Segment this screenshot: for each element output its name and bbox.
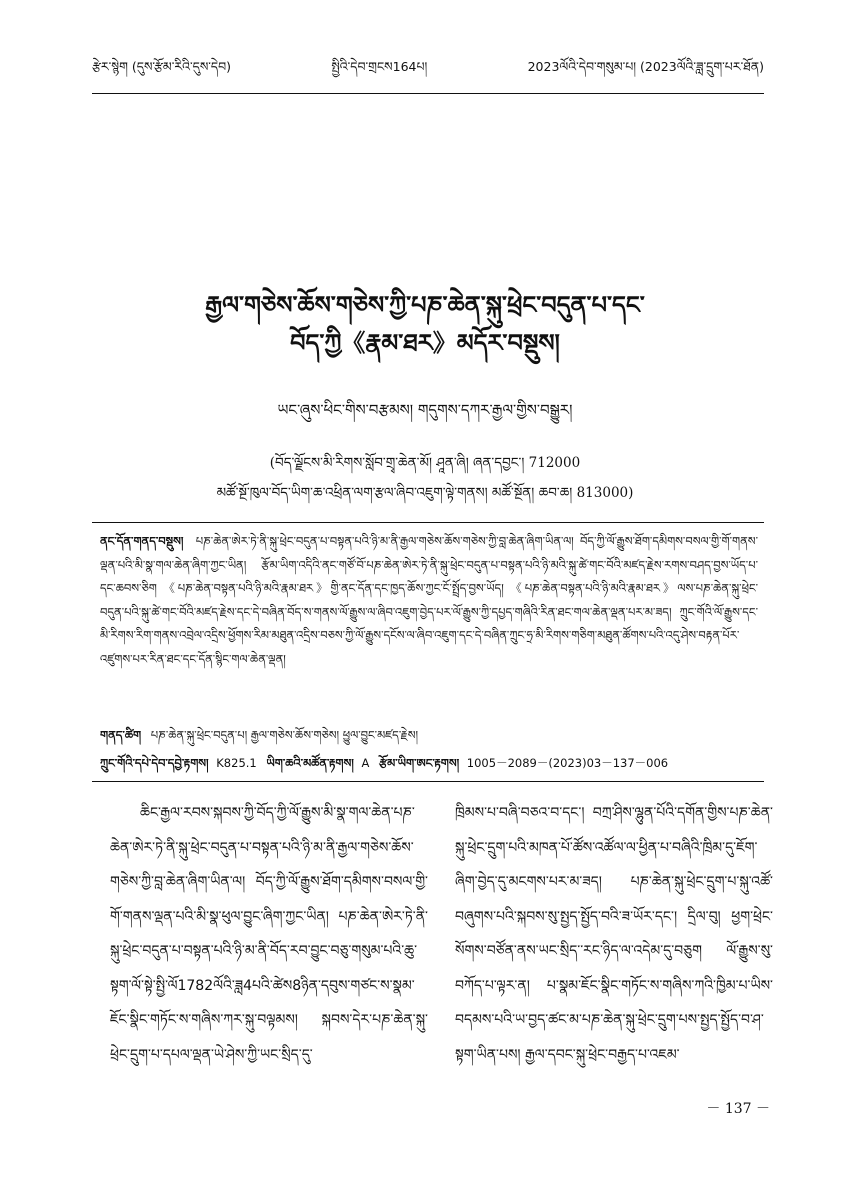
body-line: སྤྱོད་བ་ཤ་སྟག་ཡིན་པས། རྒྱལ་དབང་སྐུ་ཕྲེང་བརྒྱད་པ་འཇམ་ — [455, 1012, 764, 1063]
abstract — [100, 530, 758, 671]
body-line: པཎ་ཆེན་སྐུ་ཕྲེང་དྲུག་པ་དཔལ་ལྡན་ཡེ་ཤེས་ཀྱི་ཡང་སྲིད་དུ་ — [110, 1012, 428, 1063]
body-line: པཎ་ཆེན་སྐུ་ཕྲེང་དྲུག་པའི་མཁན་པོ་ཚོས་འཚོལ་ལ་ཕྱིན་པ་ — [455, 805, 773, 856]
body-line: ཁྲིམས་པ་བཞི་བཅའ་བ་དང་། བཀྲ་ཤིས་ལྷུན་པོའི་དགོན་གྱིས་ — [455, 805, 730, 821]
article-title — [110, 286, 740, 362]
body-line: སྲིད་་རང་ཉིད་ལ་འདེམ་དུ་བཅུག ལོ་རྒྱུས་སུ་བཀོད་པ་ — [455, 943, 773, 994]
body-line: ཆེན་སྐུ་ཕྲེང་དྲུག་པ་སྐུ་འཚོ་བཞུགས་པའི་སྐབས་སུ་སྤྱད་སྤྱོད་ — [455, 874, 773, 925]
document-code-label: ཡིག་ཆའི་མཚོན་རྟགས། — [266, 756, 354, 770]
classification-line — [100, 750, 758, 783]
keywords-text: པཎ་ཆེན་སྐུ་ཕྲེང་བདུན་པ། རྒྱལ་གཅེས་ཆོས་གཅེས། ཕྱུལ་བྱུང་མཛད་རྗེས། — [150, 728, 419, 742]
clc-label: ཀྲུང་གོའི་དཔེ་དེབ་དབྱེ་རྟགས། — [100, 756, 209, 770]
page-number: － 137 － — [706, 1101, 770, 1117]
header-issue-number: སྤྱིའི་དེབ་གྲངས164པ། — [331, 59, 428, 74]
body-line: ལྟར་ན། པ་སྣམ་ཇོང་སྣིང་གཏོང་ས་གཞིས་ཀའི་ཁྱིམ་པ་ཡིས་ — [496, 977, 773, 994]
abstract-label: ནང་དོན་གནད་བསྡུས། — [100, 534, 184, 548]
body-column-right — [455, 796, 773, 1072]
body-line: ཆེན་པཎ་ཆེན་ཨེར་ཏེ་ནི་སྐུ་ཕྲེང་བདུན་པ་བསྟན་པའི་ཉི་ — [110, 805, 415, 856]
body-line: མ་ནི་རྒྱལ་གཅེས་ཆོས་གཅེས་ཀྱི་བླ་ཆེན་ཞིག་ཡིན་ལ། བོད་ — [110, 839, 414, 890]
abstract-text: པཎ་ཆེན་ཨེར་ཏེ་ནི་སྐུ་ཕྲེང་བདུན་པ་བསྟན་པའི་ཉི་མ་ནི་རྒྱལ་གཅེས་ཆོས་གཅེས་ཀྱི་བླ་ཆེན་ཞིག་ཡིན་ལ། བོད་ཀྱི་ལོ་རྒྱུས་ཐོག་དམིགས་བསལ་གྱི་གོ་གནས་ལྡན་པའི་མི་སྣ་གལ་ཆེན་ཞིག་ཀྱང་ཡིན། རྩོམ་ཡིག་འདིའི་ནང་གཙོ་བོ་པཎ་ཆེན་ཨེར་ཏེ་ནི་སྐུ་ཕྲེང་བདུན་པ་བསྟན་པའི་ཉི་མའི་སྐུ་ཚེ་གང་བོའི་མཛད་རྗེས་རགས་བཤད་བྱས་ཡོད་པ་དང་ཆབས་ཅིག 《པཎ་ཆེན་བསྟན་པའི་ཉི་མའི་རྣམ་ཐར》གྱི་ནང་དོན་དང་ཁྱད་ཆོས་ཀྱང་ངོ་སྤྲོད་བྱས་ཡོད། 《པཎ་ཆེན་བསྟན་པའི་ཉི་མའི་རྣམ་ཐར》ལས་པཎ་ཆེན་སྐུ་ཕྲེང་བདུན་པའི་སྐུ་ཚེ་གང་བོའི་མཛད་རྗེས་དང་དེ་བཞིན་བོད་ས་གནས་ལོ་རྒྱུས་ལ་ཞིབ་འཇུག་བྱེད་པར་ལོ་རྒྱུས་ཀྱི་དཔྱད་གཞིའི་རིན་ཐང་གལ་ཆེན་ལྡན་པར་མ་ཟད། ཀྲུང་གོའི་ལོ་རྒྱུས་དང་མི་རིགས་རིག་གནས་འབྲེལ་འདྲིས་ཕྱོགས་རིམ་མཐུན་འདྲིས་བཅས་ཀྱི་ལོ་རྒྱུས་དངོས་ལ་ཞིབ་འཇུག་དང་དེ་བཞིན་ཀྲུང་ཧྲ་མི་རིགས་གཅིག་མཐུན་ཚོགས་པའི་འདུ་ཤེས་བརྟན་པོར་འཛུགས་པར་རིན་ཐང་དང་དོན་སྙིང་གལ་ཆེན་ལྡན། — [100, 534, 758, 666]
abstract-top-rule — [92, 522, 764, 523]
header-journal: རྩེར་སྙེག (དུས་རྩོམ་རིའི་དུས་དེབ) — [92, 59, 232, 74]
body-top-rule — [92, 781, 764, 782]
affiliation — [110, 448, 740, 508]
clc-code: K825.1 — [216, 756, 257, 770]
article-id-label: རྩོམ་ཡིག་ཨང་རྟགས། — [379, 756, 460, 770]
affiliation-line-1: (བོད་ལྗོངས་མི་རིགས་སློབ་གྲྭ་ཆེན་མོ། ཤཱན་ཞི། ཞན་དབྱང་། 712000 — [269, 455, 581, 471]
body-line: པ་བསྟན་པའི་ཉི་མ་ནི་བོད་རབ་བྱུང་བཅུ་གསུམ་པའི་ཆུ་ — [171, 943, 418, 959]
body-line: ཆིང་རྒྱལ་རབས་སྐབས་ཀྱི་བོད་ཀྱི་ལོ་རྒྱུས་མི་སྣ་གལ་ — [140, 805, 372, 821]
running-header — [92, 59, 764, 88]
header-date: 2023ལོའི་དེབ་གསུམ་པ། (2023ལོའི་ཟླ་དྲུག་པར་ཐོན) — [527, 59, 764, 74]
title-line-2: བོད་ཀྱི《རྣམ་ཐར》མདོར་བསྡུས། — [290, 329, 560, 357]
body-line: བདམས་པའི་ཡ་བྱད་ཚང་མ་པཎ་ཆེན་སྐུ་ཕྲེང་དྲུག་པས་སྤྱད་ — [455, 1012, 721, 1028]
body-line: བཞིའི་ཁྲིམ་དུ་ཇོག་ཞིག་བྱེད་དུ་མངགས་པར་མ་ཟད། པཎ་ — [455, 839, 758, 890]
keywords-label: གནད་ཚིག — [100, 728, 142, 742]
body-line: སྣམ་ཇོང་སྣིང་གཏོང་ས་གཞིས་ཀར་སྐུ་བལྟམས། སྐབས་དེར་ — [110, 977, 415, 1028]
body-column-left — [110, 796, 428, 1072]
body-line: བའི་ཟ་ཡོར་དང་། དྲིལ་བུ། ཕྱག་ཕྲེང་སོགས་བཙོན་ནས་ཡང་ — [455, 908, 773, 959]
affiliation-line-2: མཚོ་སྔོ་ཁུལ་བོད་ཡིག་ཆ་འཕྲིན་ལག་རྩལ་ཞིབ་འཇུག་ལྟེ་གནས། མཚོ་སྔོན། ཆབ་ཆ། 813000) — [216, 485, 634, 501]
header-rule — [92, 93, 764, 94]
body-line: ཕུལ་བྱུང་ཞིག་ཀྱང་ཡིན། པཎ་ཆེན་ཨེར་ཏེ་ནི་སྐུ་ཕྲེང་བདུན་ — [110, 908, 428, 959]
body-line: ཀྱི་ལོ་རྒྱུས་ཐོག་དམིགས་བསལ་གྱི་གོ་གནས་ལྡན་པའི་མི་སྣ་ — [110, 874, 428, 925]
body-line: སྟག་ལོ་སྟེ་སྤྱི་ལོ1782ལོའི་ཟླ4པའི་ཚེས8ཉིན་དབུས་གཙང་ས་ — [110, 977, 393, 994]
authors: ཡང་ཞུས་ཕིང་གིས་བརྩམས། གདུགས་དཀར་རྒྱལ་གྱིས་བསྒྱུར། — [277, 401, 573, 419]
article-id: 1005－2089－(2023)03－137－006 — [466, 756, 669, 770]
title-line-1: རྒྱལ་གཅེས་ཆོས་གཅེས་ཀྱི་པཎ་ཆེན་སྐུ་ཕྲེང་བདུན་པ་དང་ — [205, 291, 645, 319]
document-code: A — [361, 756, 370, 770]
